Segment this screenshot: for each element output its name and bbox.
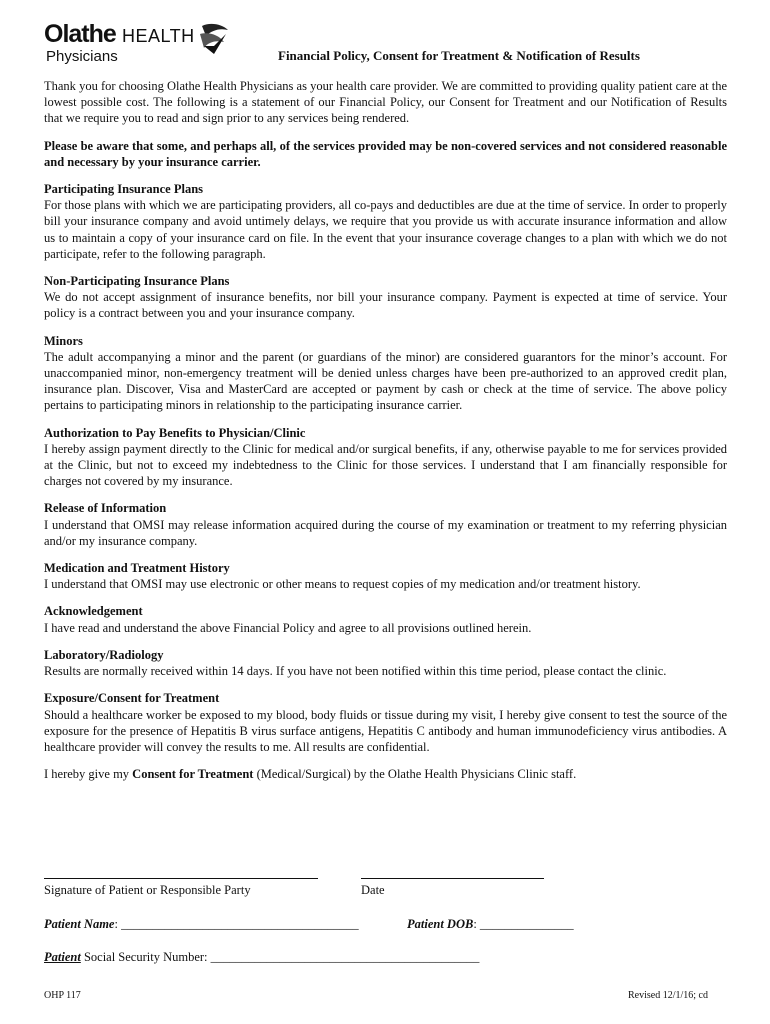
section-body: I understand that OMSI may release information acquired during the course of my examination or treatment to my referring physician and/or my insurance company. — [44, 517, 727, 548]
logo-health-text: HEALTH — [122, 26, 195, 46]
section-body: We do not accept assignment of insurance benefits, nor bill your insurance company. Payment is expected at time of service. Your policy is a contract between you and your insurance company. — [44, 290, 727, 321]
date-line[interactable] — [361, 878, 544, 879]
consent-statement — [44, 766, 727, 782]
olathe-health-logo — [44, 18, 244, 68]
ssn-label-patient: Patient — [44, 950, 81, 964]
document-body — [44, 78, 727, 793]
revision-note: Revised 12/1/16; cd — [628, 990, 708, 1001]
patient-name-field[interactable] — [44, 917, 359, 932]
form-id: OHP 117 — [44, 990, 81, 1001]
section-body: I understand that OMSI may use electronic or other means to request copies of my medication and/or treatment history. — [44, 577, 641, 592]
patient-dob-field[interactable] — [407, 917, 574, 932]
section-acknowledgement — [44, 603, 727, 635]
date-label: Date — [361, 883, 385, 897]
logo-physicians-text: Physicians — [46, 48, 118, 65]
section-medication-history — [44, 560, 727, 592]
non-covered-warning: Please be aware that some, and perhaps all, of the services provided may be non-covered services and not considered reasonable and necessary by your insurance carrier. — [44, 138, 727, 169]
consent-prefix: I hereby give my — [44, 767, 133, 782]
consent-suffix: (Medical/Surgical) by the Olathe Health Physicians Clinic staff. — [253, 767, 577, 782]
section-heading: Release of Information — [44, 501, 167, 516]
section-body: For those plans with which we are participating providers, all co-pays and deductibles are due at the time of service. In order to properly bill your insurance company and avoid untimely delays, we require that you provide us with accurate insurance information and allow us to maintain a copy of your insurance card on file. In the event that your insurance coverage changes to a plan with which we do not participate, refer to the following paragraph. — [44, 198, 727, 261]
document-title: Financial Policy, Consent for Treatment & Notification of Results — [278, 48, 640, 63]
olathe-swoosh-icon — [194, 20, 234, 60]
section-heading: Non-Participating Insurance Plans — [44, 274, 230, 289]
logo-olathe-text: Olathe — [44, 20, 116, 48]
section-heading: Participating Insurance Plans — [44, 182, 204, 197]
section-body: Should a healthcare worker be exposed to my blood, body fluids or tissue during my visit, I hereby give consent to test the source of the exposure for the presence of Hepatitis B virus surface antigens, Hepatitis C antibody and human immunodeficiency virus antibodies. A healthcare provider will convey the results to me. All results are confidential. — [44, 707, 727, 754]
ssn-label-rest: Social Security Number: ___________________________________________ — [80, 950, 480, 964]
signature-label: Signature of Patient or Responsible Party — [44, 883, 251, 897]
section-minors — [44, 333, 727, 414]
ssn-field[interactable] — [44, 950, 479, 965]
patient-name-label: Patient Name — [44, 917, 115, 931]
section-heading: Authorization to Pay Benefits to Physician/Clinic — [44, 425, 306, 440]
patient-name-blank: : ______________________________________ — [114, 917, 359, 931]
section-body: I hereby assign payment directly to the Clinic for medical and/or surgical benefits, if any, otherwise payable to me for services provided at the Clinic, but not to exceed my indebtedness to the Clinic for those services. I understand that I am financially responsible for charges not covered by my insurance. — [44, 441, 727, 489]
section-heading: Laboratory/Radiology — [44, 647, 164, 662]
intro-paragraph: Thank you for choosing Olathe Health Physicians as your health care provider. We are committed to providing quality patient care at the lowest possible cost. The following is a statement of our Financial Policy, our Consent for Treatment and our Notification of Results that we require you to read and sign prior to any services being rendered. — [44, 79, 727, 126]
signature-line[interactable] — [44, 878, 318, 879]
section-body: I have read and understand the above Financial Policy and agree to all provisions outlined herein. — [44, 620, 532, 635]
section-heading: Acknowledgement — [44, 604, 143, 619]
section-laboratory-radiology — [44, 647, 727, 679]
section-authorization — [44, 425, 727, 490]
section-heading: Exposure/Consent for Treatment — [44, 691, 220, 706]
section-heading: Minors — [44, 333, 83, 348]
patient-dob-label: Patient DOB — [407, 917, 474, 931]
section-exposure-consent — [44, 690, 727, 755]
patient-dob-blank: : _______________ — [473, 917, 574, 931]
section-body: The adult accompanying a minor and the parent (or guardians of the minor) are considered guarantors for the minor’s account. For unaccompanied minor, non-emergency treatment will be denied unless charges have been pre-authorized to an approved credit plan, insurance plan. Discover, Visa and MasterCard are accepted or payment by cash or check at the time of service. The above policy pertains to participating minors in relationship to the participating insurance carrier. — [44, 349, 727, 413]
section-release-of-information — [44, 500, 727, 549]
section-heading: Medication and Treatment History — [44, 561, 230, 576]
section-non-participating-insurance — [44, 273, 727, 322]
consent-bold: Consent for Treatment — [132, 767, 254, 782]
section-participating-insurance — [44, 181, 727, 262]
section-body: Results are normally received within 14 days. If you have not been notified within this time period, please contact the clinic. — [44, 664, 667, 679]
